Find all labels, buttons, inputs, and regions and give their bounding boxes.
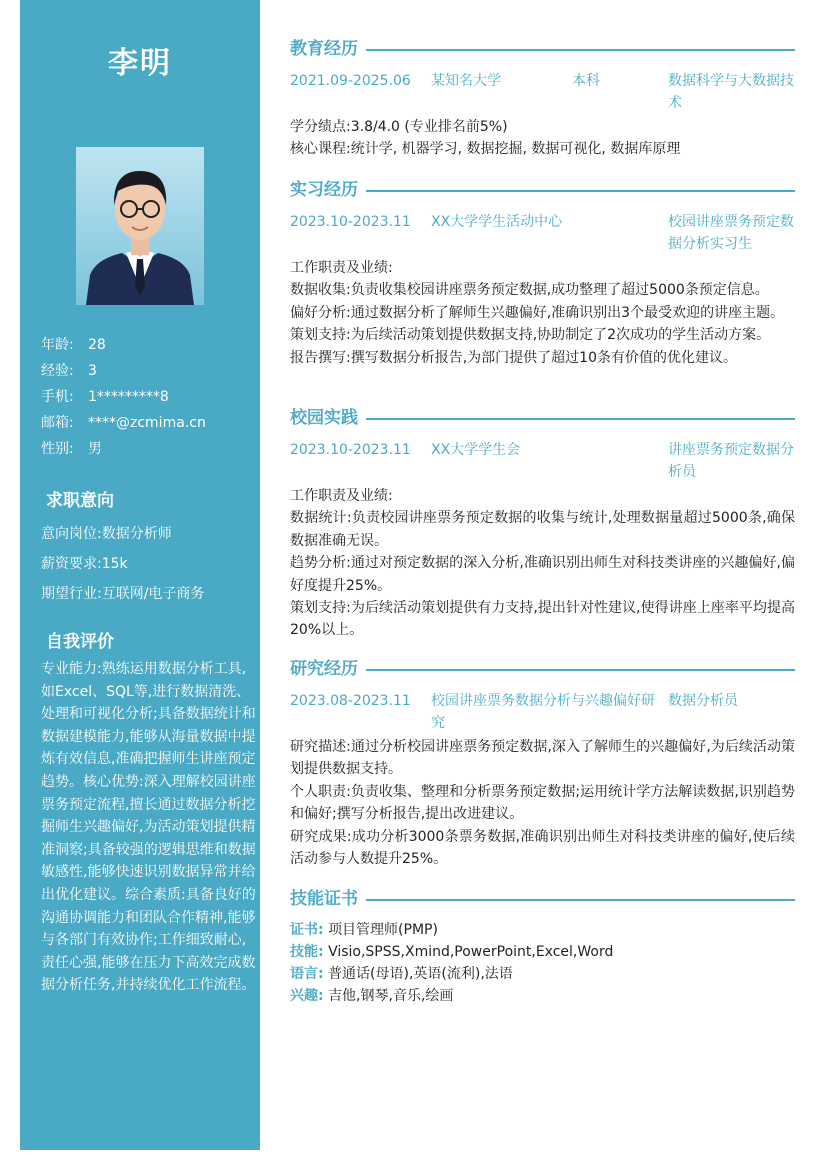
internship-org: XX大学学生活动中心 (431, 214, 563, 230)
internship-header (290, 211, 795, 255)
campus-line: 策划支持:为后续活动策划提供有力支持,提出针对性建议,使得讲座上座率平均提高20%以上。 (290, 600, 795, 639)
internship-role: 校园讲座票务预定数据分析实习生 (668, 214, 794, 252)
section-title: 研究经历 (290, 657, 366, 681)
internship-line: 数据收集:负责收集校园讲座票务预定数据,成功整理了超过5000条预定信息。 (290, 282, 769, 299)
section-divider (360, 190, 795, 192)
intent-item: 意向岗位:数据分析师 (41, 526, 172, 542)
avatar (76, 147, 204, 305)
info-gender: 性别: 男 (41, 441, 102, 457)
section-divider (360, 899, 795, 901)
internship-line: 偏好分析:通过数据分析了解师生兴趣偏好,准确识别出3个最受欢迎的讲座主题。 (290, 304, 785, 321)
campus-header (290, 439, 795, 483)
internship-line: 工作职责及业绩: (290, 260, 393, 276)
self-eval-text: 专业能力:熟练运用数据分析工具,如Excel、SQL等,进行数据清洗、处理和可视化分析;具备数据统计和数据建模能力,能够从海量数据中提炼有效信息,准确把握师生讲座预定趋势。核心优势:深入理解校园讲座票务预定流程,擅长通过数据分析挖掘师生兴趣偏好,为活动策划提供精准洞察;具备较强的逻辑思维和数据敏感性,能够快速识别数据异常并给出优化建议。综合素质:具备良好的沟通协调能力和团队合作精神,能够与各部门有效协作;工作细致耐心,责任心强,能够在压力下高效完成数据分析任务,并持续优化工作流程。 (41, 661, 256, 994)
internship-line: 报告撰写:撰写数据分析报告,为部门提供了超过10条有价值的优化建议。 (290, 349, 737, 366)
campus-line: 数据统计:负责校园讲座票务预定数据的收集与统计,处理数据量超过5000条,确保数据准确无误。 (290, 510, 795, 549)
section-divider (360, 669, 795, 671)
section-divider (360, 49, 795, 51)
section-divider (360, 418, 795, 420)
section-title: 教育经历 (290, 37, 366, 61)
section-education (290, 37, 795, 63)
skill-row-cert: 证书: 项目管理师(PMP) (290, 922, 438, 938)
campus-role: 讲座票务预定数据分析员 (668, 442, 794, 480)
self-eval-heading: 自我评价 (46, 632, 114, 652)
candidate-name: 李明 (108, 46, 172, 81)
campus-line: 趋势分析:通过对预定数据的深入分析,准确识别出师生对科技类讲座的兴趣偏好,偏好度提升25%。 (290, 555, 795, 594)
section-skills (290, 887, 795, 913)
skills-list (290, 919, 795, 1007)
section-title: 实习经历 (290, 178, 366, 202)
internship-details (290, 257, 795, 369)
research-header (290, 690, 795, 734)
section-campus (290, 406, 795, 432)
intent-item: 薪资要求:15k (41, 556, 128, 572)
campus-date: 2023.10-2023.11 (290, 442, 411, 458)
avatar-photo (76, 147, 204, 305)
skill-row-skills: 技能: Visio,SPSS,Xmind,PowerPoint,Excel,Word (290, 944, 614, 960)
education-header (290, 70, 795, 114)
section-title: 技能证书 (290, 887, 366, 911)
campus-org: XX大学学生会 (431, 442, 521, 458)
internship-line: 策划支持:为后续活动策划提供数据支持,协助制定了2次成功的学生活动方案。 (290, 327, 771, 344)
research-line: 研究描述:通过分析校园讲座票务预定数据,深入了解师生的兴趣偏好,为后续活动策划提供数据支持。 (290, 739, 795, 778)
section-title: 校园实践 (290, 406, 366, 430)
section-internship (290, 178, 795, 204)
basic-info (41, 334, 251, 464)
research-project: 校园讲座票务数据分析与兴趣偏好研究 (431, 693, 655, 731)
research-line: 研究成果:成功分析3000条票务数据,准确识别出师生对科技类讲座的偏好,使后续活动参与人数提升25%。 (290, 828, 795, 868)
skill-row-hobby: 兴趣: 吉他,钢琴,音乐,绘画 (290, 988, 454, 1004)
section-research (290, 657, 795, 683)
internship-date: 2023.10-2023.11 (290, 214, 411, 230)
sidebar (20, 0, 260, 1150)
research-line: 个人职责:负责收集、整理和分析票务预定数据;运用统计学方法解读数据,识别趋势和偏好;撰写分析报告,提出改进建议。 (290, 783, 795, 823)
research-role: 数据分析员 (668, 693, 738, 709)
campus-details (290, 485, 795, 642)
education-major: 数据科学与大数据技术 (668, 73, 794, 111)
skill-row-language: 语言: 普通话(母语),英语(流利),法语 (290, 966, 513, 982)
education-date: 2021.09-2025.06 (290, 73, 411, 89)
intent-item: 期望行业:互联网/电子商务 (41, 586, 205, 602)
research-details (290, 736, 795, 870)
education-line: 学分绩点:3.8/4.0 (专业排名前5%) (290, 119, 508, 135)
education-degree: 本科 (572, 73, 600, 89)
info-phone: 手机: 1*********8 (41, 389, 169, 405)
education-school: 某知名大学 (431, 73, 501, 89)
info-email: 邮箱: ****@zcmima.cn (41, 415, 206, 431)
campus-line: 工作职责及业绩: (290, 488, 393, 504)
intent-list (41, 523, 251, 613)
education-details (290, 116, 795, 161)
education-line: 核心课程:统计学, 机器学习, 数据挖掘, 数据可视化, 数据库原理 (290, 141, 681, 158)
research-date: 2023.08-2023.11 (290, 693, 411, 709)
info-experience: 经验: 3 (41, 363, 97, 379)
intent-heading: 求职意向 (46, 491, 114, 511)
info-age: 年龄: 28 (41, 337, 106, 353)
